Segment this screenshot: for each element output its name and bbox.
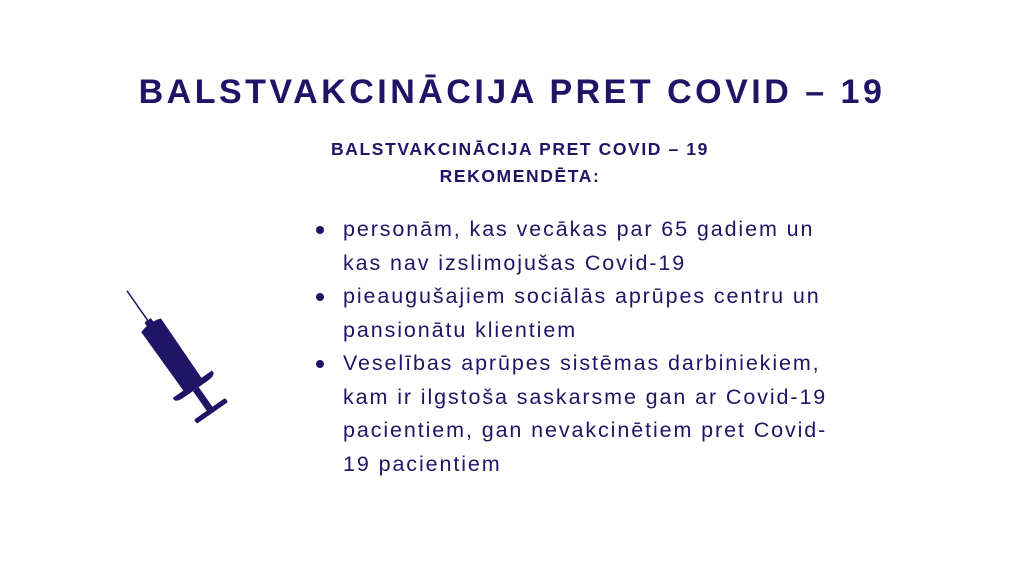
- list-item: [313, 347, 953, 481]
- list-item-text: pieaugušajiem sociālās aprūpes centru un pansionātu klientiem: [343, 284, 821, 342]
- subtitle: [270, 136, 770, 190]
- list-item: [313, 213, 953, 280]
- list-item-text: Veselības aprūpes sistēmas darbiniekiem, kam ir ilgstoša saskarsme gan ar Covid-19 pacientiem, gan nevakcinētiem pret Covid- 19 pacientiem: [343, 351, 828, 476]
- syringe-icon: [100, 280, 260, 440]
- page-title: BALSTVAKCINĀCIJA PRET COVID – 19: [138, 73, 886, 111]
- list-item-text: personām, kas vecākas par 65 gadiem un kas nav izslimojušas Covid-19: [343, 217, 815, 275]
- subtitle-line-1: BALSTVAKCINĀCIJA PRET COVID – 19: [331, 139, 709, 159]
- list-item: [313, 280, 953, 347]
- subtitle-line-2: REKOMENDĒTA:: [439, 166, 601, 186]
- recommendation-list: [313, 213, 953, 481]
